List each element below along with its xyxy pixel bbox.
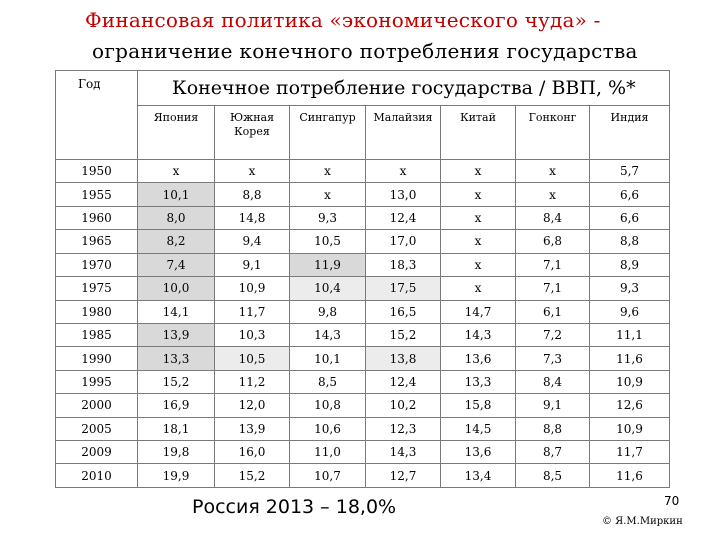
- value-cell: 10,0: [138, 277, 215, 300]
- value-cell: 10,1: [138, 183, 215, 206]
- value-cell: 8,4: [516, 370, 590, 393]
- country-header: Южная Корея: [215, 106, 290, 160]
- value-cell: 12,7: [366, 464, 441, 488]
- value-cell: 12,0: [215, 394, 290, 417]
- value-cell: 14,3: [366, 441, 441, 464]
- value-cell: 8,7: [516, 441, 590, 464]
- value-cell: 19,9: [138, 464, 215, 488]
- value-cell: 13,4: [441, 464, 516, 488]
- value-cell: 11,2: [215, 370, 290, 393]
- value-cell: 11,1: [590, 323, 670, 346]
- table-main-header: Конечное потребление государства / ВВП, %*: [138, 71, 670, 106]
- value-cell: 10,5: [215, 347, 290, 370]
- value-cell: 13,9: [138, 323, 215, 346]
- country-header-row: [56, 106, 670, 160]
- value-cell: 10,5: [290, 230, 366, 253]
- value-cell: 13,6: [441, 347, 516, 370]
- country-header: Китай: [441, 106, 516, 160]
- value-cell: 6,6: [590, 183, 670, 206]
- value-cell: 10,9: [590, 417, 670, 440]
- value-cell: 9,3: [290, 206, 366, 229]
- value-cell: x: [441, 230, 516, 253]
- year-cell: 1985: [56, 323, 138, 346]
- value-cell: x: [441, 206, 516, 229]
- value-cell: x: [441, 253, 516, 276]
- value-cell: x: [516, 183, 590, 206]
- value-cell: 12,4: [366, 370, 441, 393]
- table-row: [56, 253, 670, 276]
- value-cell: 10,7: [290, 464, 366, 488]
- year-cell: 2010: [56, 464, 138, 488]
- value-cell: x: [138, 160, 215, 183]
- value-cell: 13,3: [441, 370, 516, 393]
- value-cell: 8,0: [138, 206, 215, 229]
- value-cell: 14,8: [215, 206, 290, 229]
- year-cell: 1980: [56, 300, 138, 323]
- value-cell: 12,3: [366, 417, 441, 440]
- russia-footnote: Россия 2013 – 18,0%: [192, 496, 397, 518]
- value-cell: 8,2: [138, 230, 215, 253]
- value-cell: 11,7: [215, 300, 290, 323]
- table-row: [56, 370, 670, 393]
- year-cell: 1950: [56, 160, 138, 183]
- value-cell: x: [290, 160, 366, 183]
- value-cell: 10,8: [290, 394, 366, 417]
- value-cell: x: [215, 160, 290, 183]
- table-row: [56, 230, 670, 253]
- table-row: [56, 394, 670, 417]
- value-cell: 10,9: [590, 370, 670, 393]
- value-cell: x: [441, 183, 516, 206]
- year-cell: 1965: [56, 230, 138, 253]
- slide-title-line2: ограничение конечного потребления государства: [92, 39, 638, 63]
- value-cell: 8,8: [590, 230, 670, 253]
- value-cell: 10,6: [290, 417, 366, 440]
- value-cell: 8,9: [590, 253, 670, 276]
- table-row: [56, 417, 670, 440]
- value-cell: 15,8: [441, 394, 516, 417]
- country-header: Гонконг: [516, 106, 590, 160]
- value-cell: 5,7: [590, 160, 670, 183]
- value-cell: 8,8: [215, 183, 290, 206]
- value-cell: 8,5: [516, 464, 590, 488]
- year-cell: 2000: [56, 394, 138, 417]
- value-cell: 11,6: [590, 347, 670, 370]
- value-cell: 10,3: [215, 323, 290, 346]
- table-row: [56, 347, 670, 370]
- author-credit: © Я.М.Миркин: [602, 516, 683, 527]
- value-cell: 9,4: [215, 230, 290, 253]
- table-body: [56, 160, 670, 488]
- value-cell: 8,8: [516, 417, 590, 440]
- value-cell: x: [290, 183, 366, 206]
- value-cell: 10,4: [290, 277, 366, 300]
- table-row: [56, 441, 670, 464]
- table-row: [56, 464, 670, 488]
- value-cell: 15,2: [138, 370, 215, 393]
- year-cell: 1960: [56, 206, 138, 229]
- table-row: [56, 300, 670, 323]
- country-header: Индия: [590, 106, 670, 160]
- value-cell: 7,3: [516, 347, 590, 370]
- value-cell: 6,1: [516, 300, 590, 323]
- value-cell: 10,1: [290, 347, 366, 370]
- value-cell: 18,3: [366, 253, 441, 276]
- value-cell: 12,6: [590, 394, 670, 417]
- value-cell: 15,2: [366, 323, 441, 346]
- value-cell: 16,0: [215, 441, 290, 464]
- year-cell: 1970: [56, 253, 138, 276]
- value-cell: 8,5: [290, 370, 366, 393]
- value-cell: 17,0: [366, 230, 441, 253]
- value-cell: 10,9: [215, 277, 290, 300]
- value-cell: 6,6: [590, 206, 670, 229]
- value-cell: 15,2: [215, 464, 290, 488]
- value-cell: 14,7: [441, 300, 516, 323]
- value-cell: 10,2: [366, 394, 441, 417]
- value-cell: 13,0: [366, 183, 441, 206]
- value-cell: 9,6: [590, 300, 670, 323]
- country-header: Япония: [138, 106, 215, 160]
- country-header: Сингапур: [290, 106, 366, 160]
- value-cell: 13,9: [215, 417, 290, 440]
- year-cell: 1990: [56, 347, 138, 370]
- table-row: [56, 206, 670, 229]
- value-cell: 18,1: [138, 417, 215, 440]
- table-row: [56, 277, 670, 300]
- page-number: 70: [664, 494, 680, 508]
- value-cell: 13,3: [138, 347, 215, 370]
- value-cell: 17,5: [366, 277, 441, 300]
- year-cell: 2009: [56, 441, 138, 464]
- value-cell: x: [516, 160, 590, 183]
- year-cell: 1975: [56, 277, 138, 300]
- value-cell: 12,4: [366, 206, 441, 229]
- value-cell: 7,2: [516, 323, 590, 346]
- value-cell: 14,5: [441, 417, 516, 440]
- value-cell: 14,3: [290, 323, 366, 346]
- value-cell: 8,4: [516, 206, 590, 229]
- value-cell: 19,8: [138, 441, 215, 464]
- value-cell: 9,3: [590, 277, 670, 300]
- table-row: [56, 323, 670, 346]
- value-cell: 6,8: [516, 230, 590, 253]
- value-cell: 16,5: [366, 300, 441, 323]
- value-cell: 9,1: [215, 253, 290, 276]
- year-header: Год: [56, 71, 138, 160]
- slide-title-line1: Финансовая политика «экономического чуда» -: [85, 8, 601, 32]
- value-cell: 11,6: [590, 464, 670, 488]
- value-cell: x: [441, 277, 516, 300]
- value-cell: 7,1: [516, 253, 590, 276]
- year-cell: 1995: [56, 370, 138, 393]
- value-cell: 13,8: [366, 347, 441, 370]
- value-cell: 11,9: [290, 253, 366, 276]
- value-cell: 14,3: [441, 323, 516, 346]
- value-cell: x: [441, 160, 516, 183]
- value-cell: 7,1: [516, 277, 590, 300]
- value-cell: 9,8: [290, 300, 366, 323]
- value-cell: 16,9: [138, 394, 215, 417]
- table-row: [56, 160, 670, 183]
- table-row: [56, 183, 670, 206]
- year-cell: 1955: [56, 183, 138, 206]
- value-cell: 11,0: [290, 441, 366, 464]
- value-cell: 13,6: [441, 441, 516, 464]
- value-cell: 11,7: [590, 441, 670, 464]
- country-header: Малайзия: [366, 106, 441, 160]
- value-cell: 9,1: [516, 394, 590, 417]
- value-cell: 14,1: [138, 300, 215, 323]
- year-cell: 2005: [56, 417, 138, 440]
- consumption-table: [55, 70, 670, 488]
- value-cell: 7,4: [138, 253, 215, 276]
- value-cell: x: [366, 160, 441, 183]
